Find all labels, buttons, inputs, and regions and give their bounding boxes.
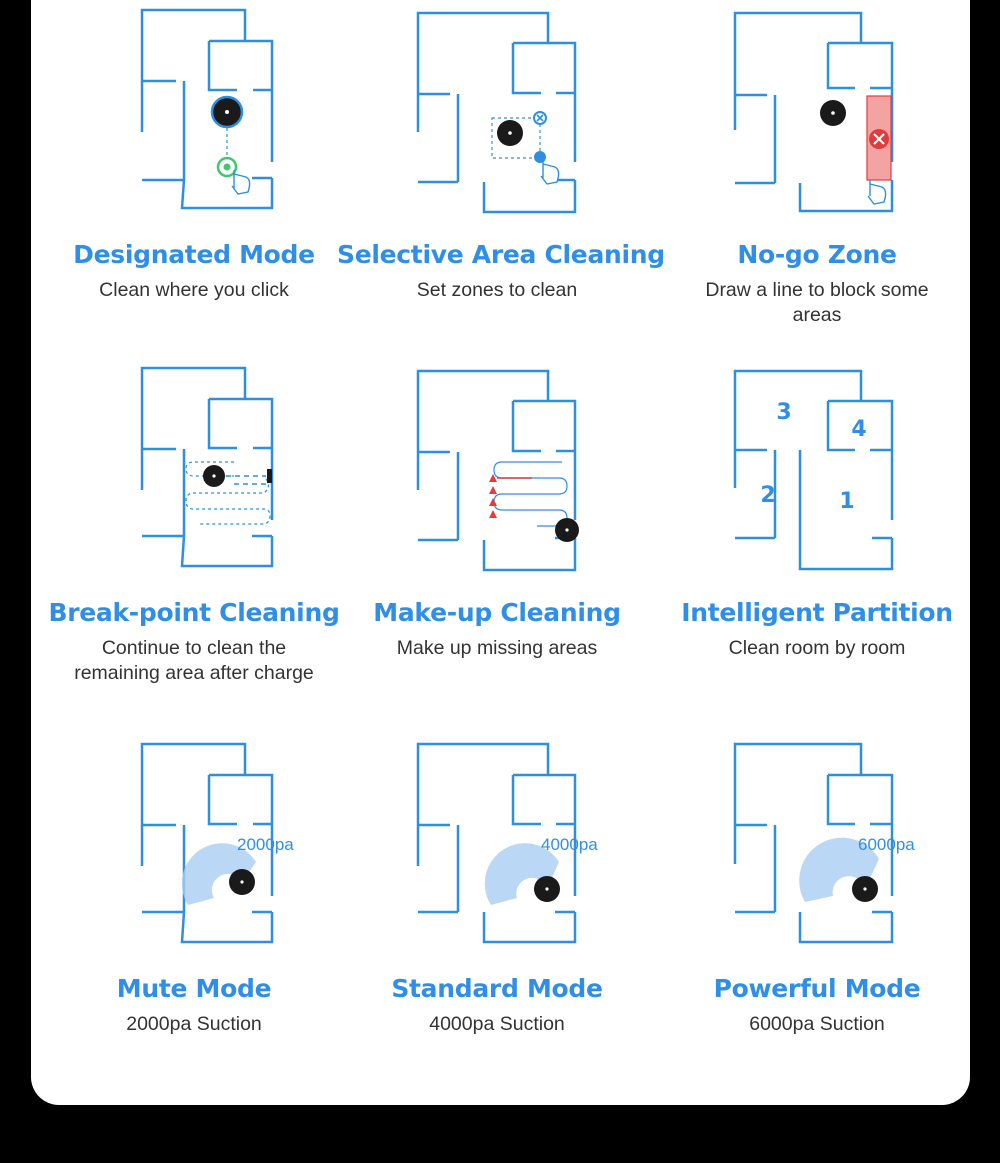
floorplan-suction-diagram	[657, 734, 977, 964]
suction-label: 6000pa	[858, 835, 915, 854]
suction-label: 2000pa	[237, 835, 294, 854]
feature-title: Selective Area Cleaning	[337, 240, 665, 269]
floorplan-suction-diagram	[34, 734, 354, 964]
feature-description: Make up missing areas	[396, 637, 598, 659]
suction-label: 4000pa	[541, 835, 598, 854]
feature-title: Powerful Mode	[713, 974, 921, 1003]
feature-title: Break-point Cleaning	[48, 598, 340, 627]
floorplan-suction-diagram	[337, 734, 657, 964]
feature-title: Intelligent Partition	[681, 598, 953, 627]
room-number: 1	[839, 489, 855, 514]
feature-description: 6000pa Suction	[749, 1013, 885, 1035]
feature-description: Clean where you click	[99, 279, 289, 301]
room-number: 2	[760, 483, 776, 508]
feature-description: 4000pa Suction	[429, 1013, 565, 1035]
feature-title: No-go Zone	[737, 240, 897, 269]
room-number: 4	[851, 417, 867, 442]
floorplan-partition-diagram	[657, 358, 977, 588]
room-number: 3	[776, 400, 792, 425]
feature-description: Draw a line to block some areas	[705, 279, 929, 326]
feature-description: Set zones to clean	[416, 279, 578, 301]
floorplan-makeup-diagram	[337, 358, 657, 588]
feature-title: Designated Mode	[73, 240, 315, 269]
floorplan-breakpoint-diagram	[34, 358, 354, 588]
floorplan-nogo-diagram	[657, 0, 977, 230]
feature-title: Standard Mode	[391, 974, 603, 1003]
feature-description: Continue to clean the remaining area after charge	[74, 637, 314, 684]
feature-description: 2000pa Suction	[126, 1013, 262, 1035]
feature-title: Mute Mode	[116, 974, 272, 1003]
feature-title: Make-up Cleaning	[373, 598, 621, 627]
floorplan-selective-diagram	[337, 0, 657, 230]
floorplan-designated-diagram	[34, 0, 354, 230]
features-card	[31, 0, 970, 1105]
feature-description: Clean room by room	[728, 637, 906, 659]
